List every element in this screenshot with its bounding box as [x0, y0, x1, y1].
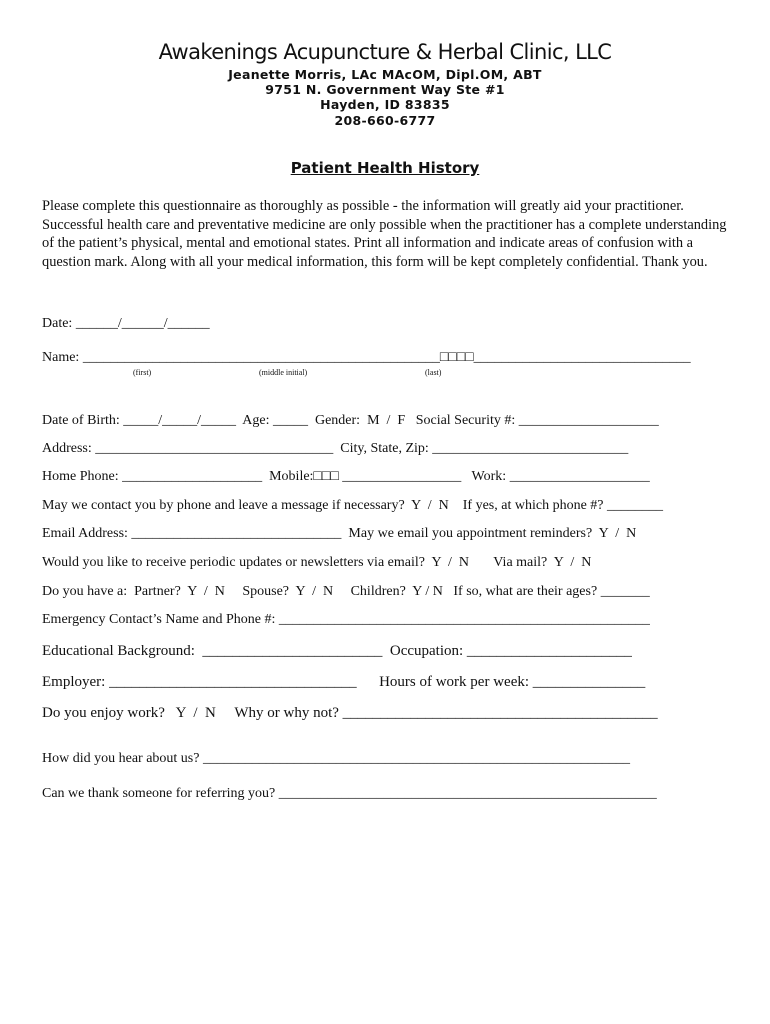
name-caption-first: (first): [133, 368, 152, 377]
referrer-thanks-field[interactable]: Can we thank someone for referring you? ______________________________________________________: [42, 786, 657, 801]
form-intro-paragraph: Please complete this questionnaire as thoroughly as possible - the information will greatly aid your practitioner. Successful health care and preventative medicine are only possible when the practitioner has a complete understanding of the patient’s physical, mental and emotional states. Print all information and indicate areas of confusion with a question mark. Along with all your medical information, this form will be kept completely confidential. Thank you.: [42, 198, 727, 271]
phone-numbers-field[interactable]: Home Phone: ____________________ Mobile:□□□ _________________ Work: ____________________: [42, 469, 650, 484]
address-field[interactable]: Address: __________________________________ City, State, Zip: ____________________________: [42, 441, 629, 456]
phone-contact-permission-field[interactable]: May we contact you by phone and leave a message if necessary? Y / N If yes, at which phone #? ________: [42, 498, 663, 513]
enjoy-work-field[interactable]: Do you enjoy work? Y / N Why or why not? __________________________________________: [42, 705, 658, 721]
clinic-street-address: 9751 N. Government Way Ste #1: [265, 82, 505, 97]
referral-source-field[interactable]: How did you hear about us? _____________________________________________________________: [42, 751, 630, 766]
form-title: Patient Health History: [290, 159, 480, 177]
practitioner-credentials: Jeanette Morris, LAc MAcOM, Dipl.OM, ABT: [228, 67, 542, 82]
emergency-contact-field[interactable]: Emergency Contact’s Name and Phone #: _____________________________________________________: [42, 612, 650, 627]
email-field[interactable]: Email Address: ______________________________ May we email you appointment reminders? Y / N: [42, 526, 637, 541]
name-caption-last: (last): [425, 368, 442, 377]
name-caption-middle: (middle initial): [259, 368, 308, 377]
newsletter-preference-field[interactable]: Would you like to receive periodic updates or newsletters via email? Y / N Via mail? Y / N: [42, 555, 592, 570]
dob-age-gender-ssn-field[interactable]: Date of Birth: _____/_____/_____ Age: _____ Gender: M / F Social Security #: ____________________: [42, 413, 659, 428]
clinic-city: Hayden, ID 83835: [320, 97, 450, 112]
family-field[interactable]: Do you have a: Partner? Y / N Spouse? Y / N Children? Y / N If so, what are their ages? _______: [42, 584, 650, 599]
clinic-phone: 208-660-6777: [334, 113, 436, 128]
employer-hours-field[interactable]: Employer: _________________________________ Hours of work per week: _______________: [42, 674, 646, 690]
clinic-name: Awakenings Acupuncture & Herbal Clinic, LLC: [158, 40, 612, 64]
date-field[interactable]: Date: ______/______/______: [42, 316, 210, 331]
education-occupation-field[interactable]: Educational Background: ________________________ Occupation: ______________________: [42, 643, 632, 659]
name-field[interactable]: Name: ___________________________________________________□□□□_______________________________: [42, 350, 691, 365]
